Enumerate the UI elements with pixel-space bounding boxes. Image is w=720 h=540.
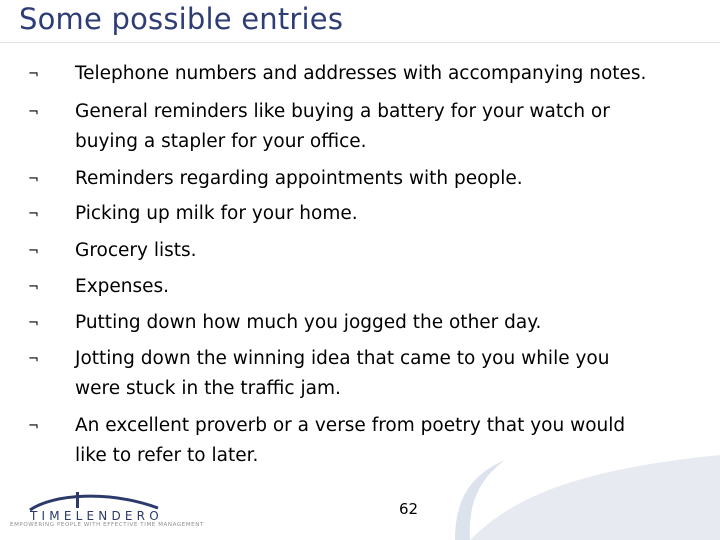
logo-tagline: EMPOWERING PEOPLE WITH EFFECTIVE TIME MANAGEMENT	[10, 522, 204, 528]
bullet-icon: ¬	[28, 207, 39, 222]
bullet-icon: ¬	[28, 67, 39, 82]
bullet-icon: ¬	[28, 244, 39, 259]
bullet-text: Grocery lists.	[75, 240, 197, 261]
bullet-text: An excellent proverb or a verse from poetry that you would like to refer to later.	[75, 415, 626, 466]
bullet-text: Jotting down the winning idea that came to you while you were stuck in the traffic jam.	[75, 348, 610, 399]
bullet-text: Putting down how much you jogged the other day.	[75, 312, 542, 333]
bullet-text: Reminders regarding appointments with people.	[75, 168, 523, 189]
page-number: 62	[399, 500, 419, 518]
bullet-icon: ¬	[28, 352, 39, 367]
bullet-text: Picking up milk for your home.	[75, 203, 358, 224]
bullet-icon: ¬	[28, 105, 39, 120]
logo-wordmark: TIMELENDERO	[30, 509, 163, 523]
bullet-text: Expenses.	[75, 276, 170, 297]
company-logo	[8, 486, 204, 530]
title-divider	[0, 42, 720, 43]
bullet-icon: ¬	[28, 280, 39, 295]
bullet-text: General reminders like buying a battery for your watch or buying a stapler for your office.	[75, 101, 610, 152]
bullet-icon: ¬	[28, 172, 39, 187]
bullet-icon: ¬	[28, 419, 39, 434]
bullet-icon: ¬	[28, 316, 39, 331]
slide-title: Some possible entries	[19, 2, 344, 36]
bullet-text: Telephone numbers and addresses with accompanying notes.	[75, 63, 647, 84]
